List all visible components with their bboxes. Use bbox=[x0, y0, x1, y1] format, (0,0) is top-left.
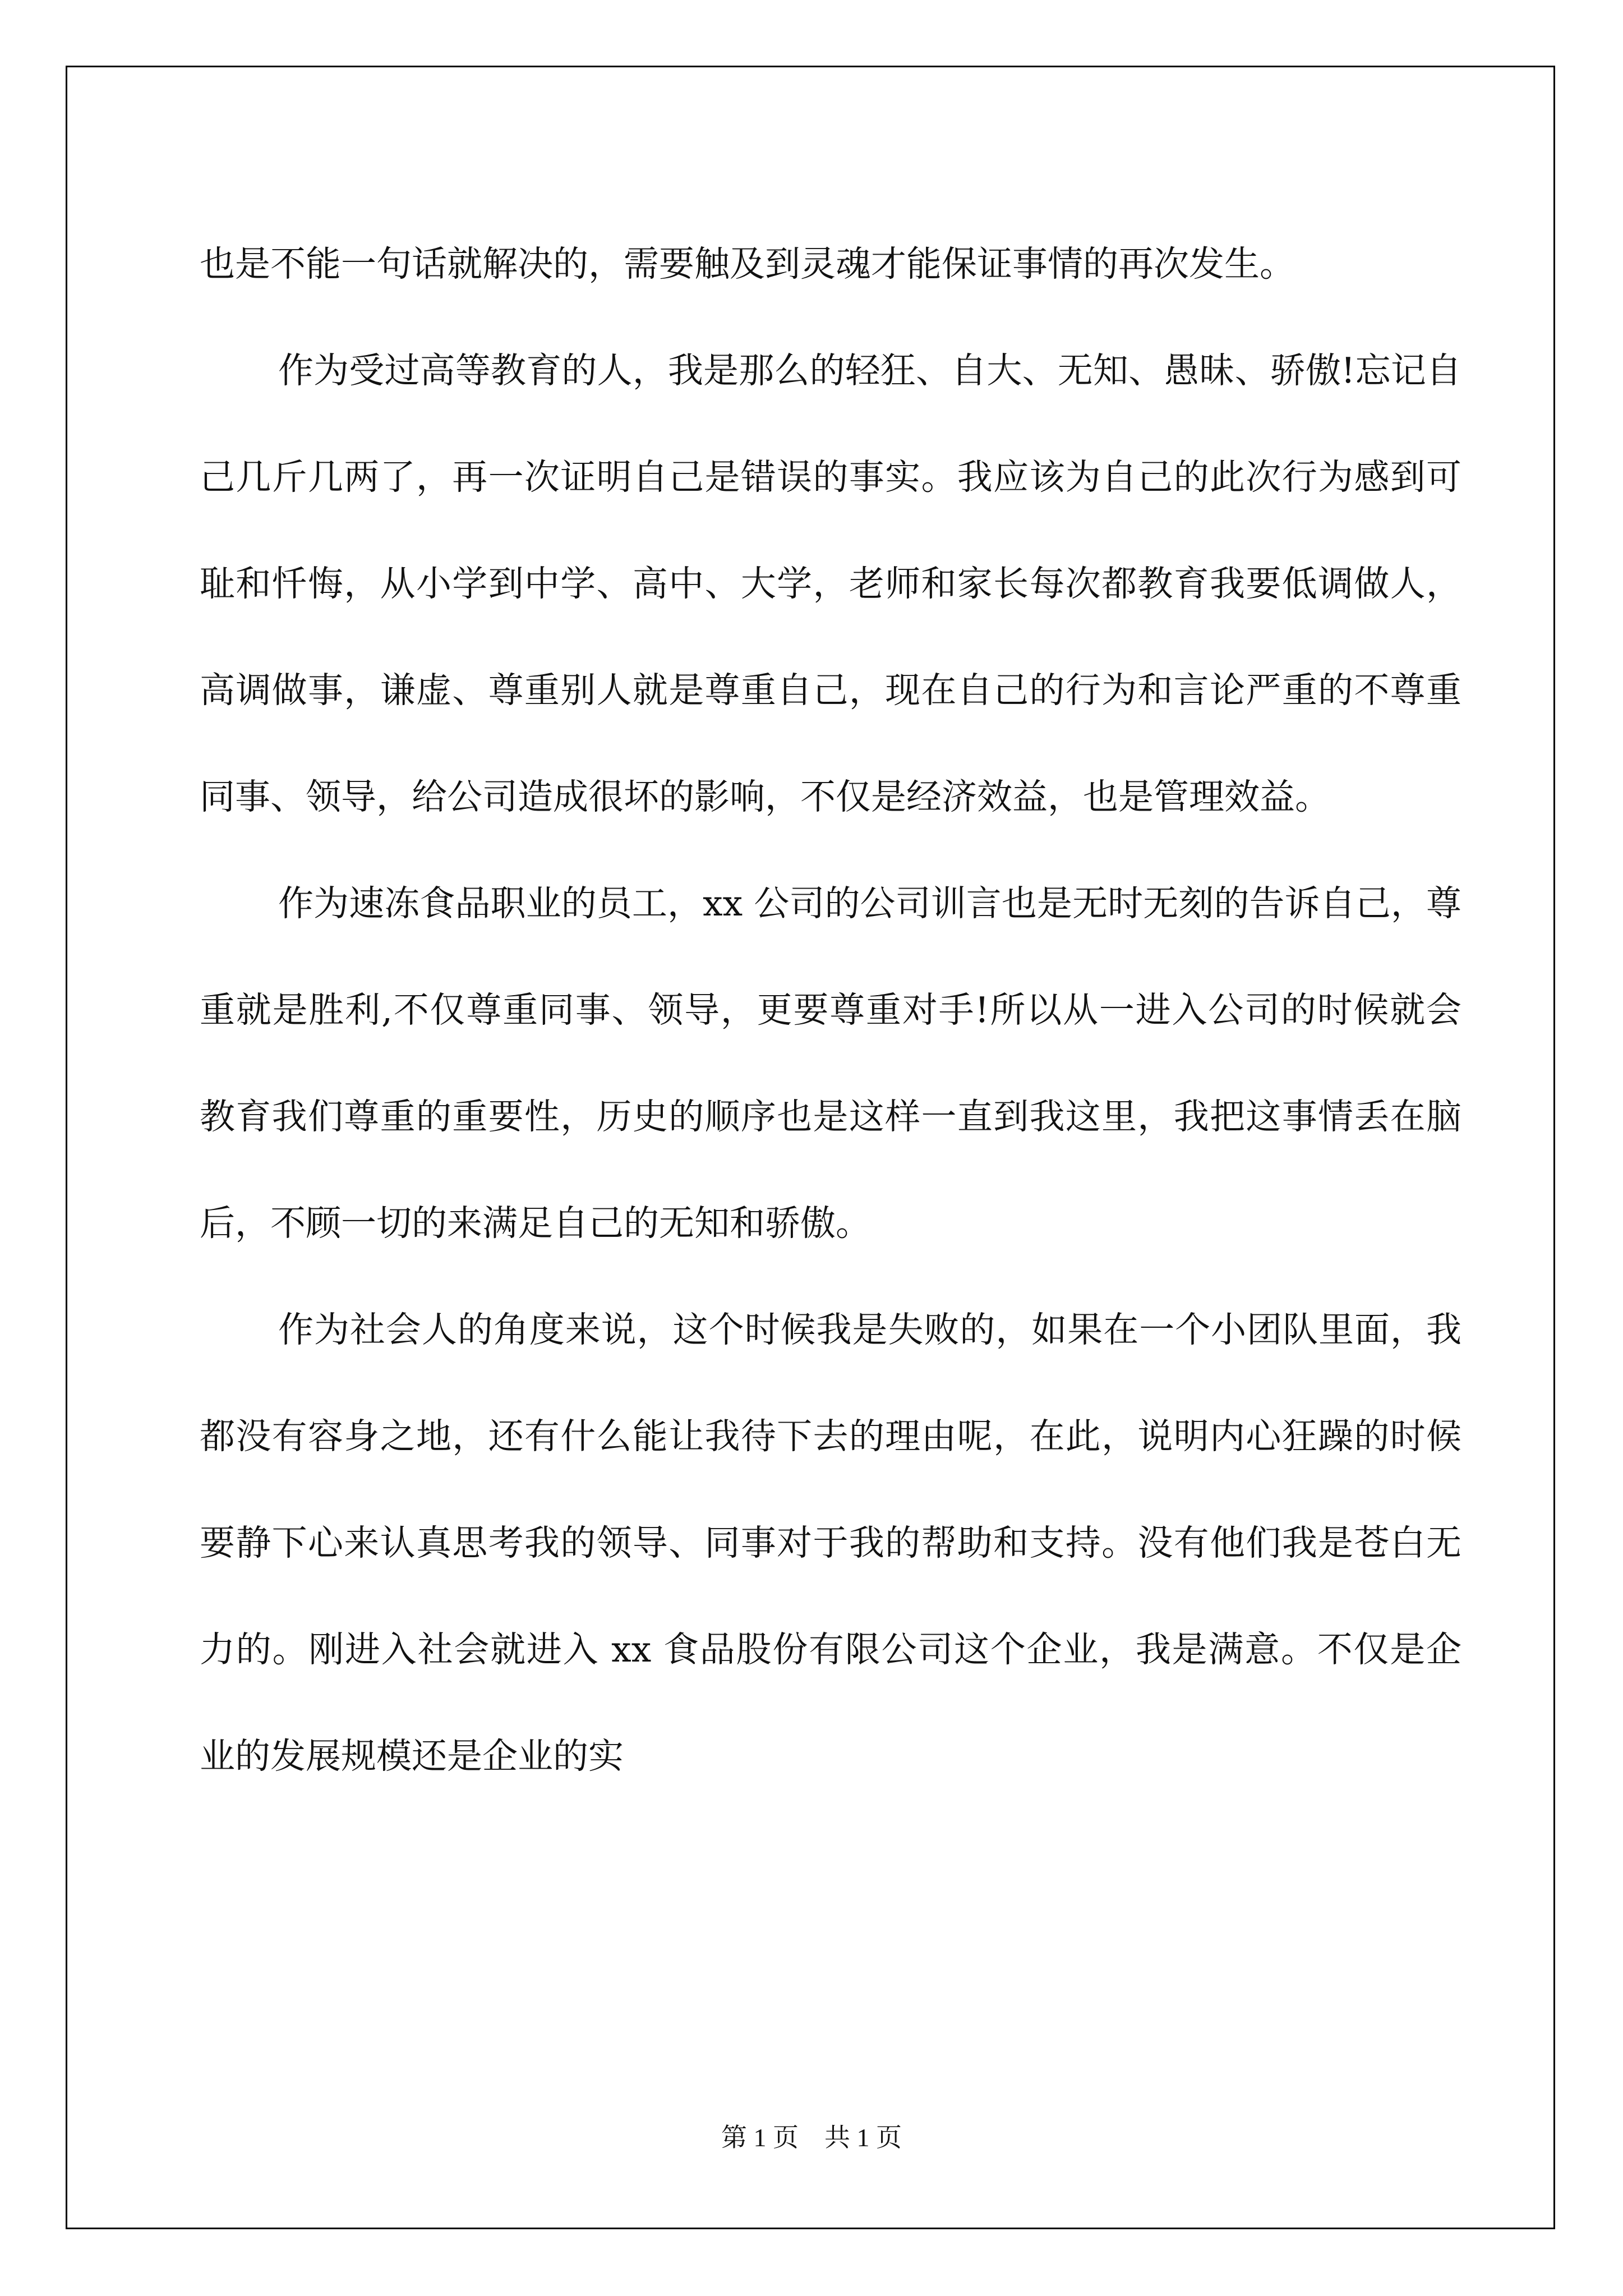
paragraph-1: 也是不能一句话就解决的，需要触及到灵魂才能保证事情的再次发生。 bbox=[200, 243, 1295, 284]
paragraph-2: 作为受过高等教育的人，我是那么的轻狂、自大、无知、愚昧、骄傲!忘记自己几斤几两了，再一次证明自己是错误的事实。我应该为自己的此次行为感到可耻和忏悔，从小学到中学、高中、大学，老师和家长每次都教育我要低调做人，高调做事，谦虚、尊重别人就是尊重自己，现在自己的行为和言论严重的不尊重同事、领导，给公司造成很坏的影响，不仅是经济效益，也是管理效益。 bbox=[200, 350, 1461, 817]
paragraph-4: 作为社会人的角度来说，这个时候我是失败的，如果在一个小团队里面，我都没有容身之地，还有什么能让我待下去的理由呢，在此，说明内心狂躁的时候要静下心来认真思考我的领导、同事对于我的帮助和支持。没有他们我是苍白无力的。刚进入社会就进入 xx 食品股份有限公司这个企业，我是满意。不仅是企业的发展规模还是企业的实 bbox=[200, 1309, 1461, 1777]
paragraph-3: 作为速冻食品职业的员工，xx 公司的公司训言也是无时无刻的告诉自己，尊重就是胜利,不仅尊重同事、领导，更要尊重对手!所以从一进入公司的时候就会教育我们尊重的重要性，历史的顺序也是这样一直到我这里，我把这事情丢在脑后，不顾一切的来满足自己的无知和骄傲。 bbox=[200, 883, 1461, 1244]
document-body bbox=[200, 211, 1461, 1810]
page-number-footer: 第 1 页 共 1 页 bbox=[721, 2123, 902, 2152]
